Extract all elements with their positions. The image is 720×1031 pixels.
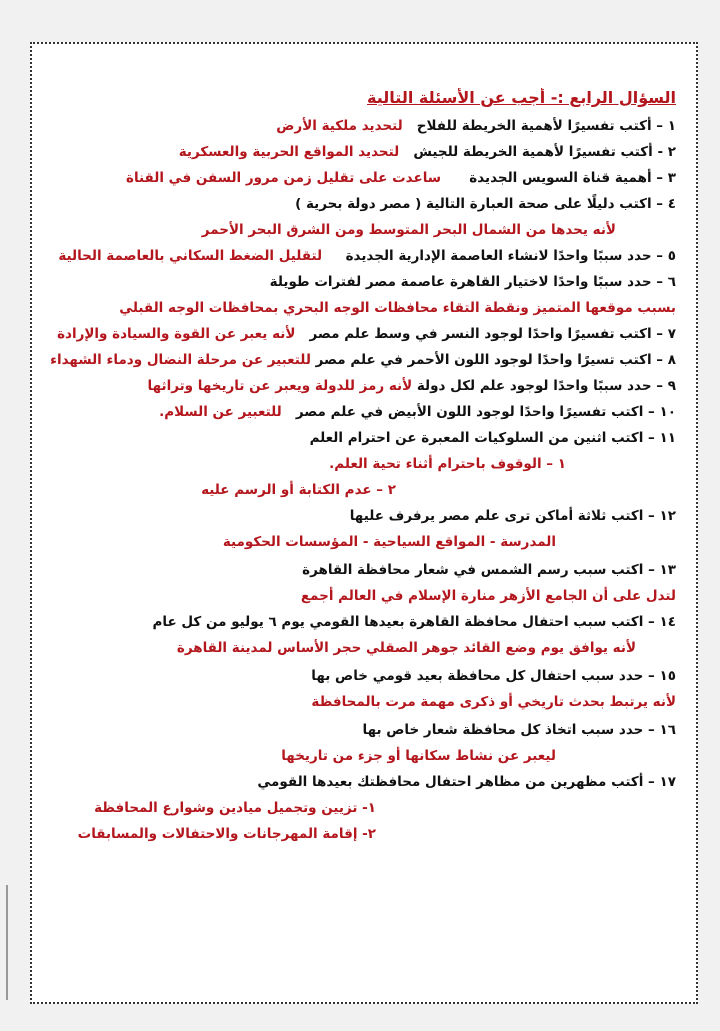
question-text: ٣ – أهمية قناة السويس الجديدة (469, 170, 676, 186)
question-text: ١٤ – اكتب سبب احتفال محافظة القاهرة بعيدها القومي يوم ٦ يوليو من كل عام (152, 614, 676, 630)
list-item (48, 350, 676, 370)
list-item (48, 220, 676, 240)
question-text: ٤ – اكتب دليلًا على صحة العبارة التالية ( مصر دولة بحرية ) (295, 196, 676, 212)
question-text: ٧ – اكتب تفسيرًا واحدًا لوجود النسر في وسط علم مصر (309, 326, 676, 342)
list-item (48, 638, 676, 658)
list-item (48, 246, 676, 266)
answer-text: لتحديد ملكية الأرض (276, 118, 403, 134)
answer-text: لأنه رمز للدولة ويعبر عن تاريخها وتراثها (147, 378, 413, 394)
question-title-row (48, 88, 676, 109)
list-item (48, 272, 676, 292)
answer-text: لأنه يعبر عن القوة والسيادة والإرادة (57, 326, 296, 342)
answer-text: لتحديد المواقع الحربية والعسكرية (178, 144, 400, 160)
question-text: ١١ – اكتب اثنين من السلوكيات المعبرة عن احترام العلم (309, 430, 676, 446)
list-item (48, 746, 676, 766)
list-item (48, 772, 676, 792)
list-item (48, 798, 676, 818)
answer-text: لتدل على أن الجامع الأزهر منارة الإسلام في العالم أجمع (300, 588, 676, 604)
answer-text: للتعبير عن مرحلة النضال ودماء الشهداء (50, 352, 311, 368)
question-text: ١٣ – اكتب سبب رسم الشمس في شعار محافظة القاهرة (302, 562, 676, 578)
answer-text: لأنه يرتبط بحدث تاريخي أو ذكرى مهمة مرت بالمحافظة (311, 694, 676, 710)
answer-text: ١- تزيين وتجميل ميادين وشوارع المحافظة (94, 800, 376, 816)
page-edge-divider (6, 885, 8, 1000)
list-item (48, 116, 676, 136)
list-item (48, 692, 676, 712)
list-item (48, 532, 676, 552)
answer-text: المدرسة - المواقع السياحية - المؤسسات الحكومية (222, 534, 556, 550)
list-item (48, 298, 676, 318)
list-item (48, 824, 676, 844)
question-text: ٦ – حدد سببًا واحدًا لاختيار القاهرة عاصمة مصر لفترات طويلة (269, 274, 676, 290)
question-text: ١٥ – حدد سبب احتفال كل محافظة بعيد قومي خاص بها (311, 668, 676, 684)
list-item (48, 480, 676, 500)
answer-text: لأنه يوافق يوم وضع القائد جوهر الصقلي حجر الأساس لمدينة القاهرة (176, 640, 636, 656)
question-text: ١ – أكتب تفسيرًا لأهمية الخريطة للفلاح (416, 118, 676, 134)
list-item (48, 666, 676, 686)
question-text: ٢ - أكتب تفسيرًا لأهمية الخريطة للجيش (413, 144, 676, 160)
question-text: ١٦ – حدد سبب اتخاذ كل محافظة شعار خاص بها (362, 722, 676, 738)
answer-text: ٢- إقامة المهرجانات والاحتفالات والمسابقات (77, 826, 376, 842)
list-item (48, 324, 676, 344)
list-item (48, 454, 676, 474)
list-item (48, 428, 676, 448)
list-item (48, 142, 676, 162)
question-title: السؤال الرابع :- أجب عن الأسئلة التالية (367, 88, 676, 107)
answer-text: ليعبر عن نشاط سكانها أو جزء من تاريخها (281, 748, 556, 764)
question-text: ١٧ – أكتب مظهرين من مظاهر احتفال محافظتك بعيدها القومي (257, 774, 676, 790)
answer-text: بسبب موقعها المتميز ونقطة التقاء محافظات الوجه البحري بمحافظات الوجه القبلي (119, 300, 676, 316)
question-text: ١٠ – اكتب تفسيرًا واحدًا لوجود اللون الأبيض في علم مصر (295, 404, 676, 420)
list-item (48, 586, 676, 606)
question-text: ٥ – حدد سببًا واحدًا لانشاء العاصمة الإدارية الجديدة (345, 248, 676, 264)
list-item (48, 720, 676, 740)
answer-text: ١ – الوقوف باحترام أثناء تحية العلم. (329, 456, 566, 472)
list-item (48, 194, 676, 214)
answer-text: لأنه يحدها من الشمال البحر المتوسط ومن الشرق البحر الأحمر (201, 222, 616, 238)
answer-text: لتقليل الضغط السكاني بالعاصمة الحالية (58, 248, 323, 264)
list-item (48, 506, 676, 526)
answer-text: ٢ – عدم الكتابة أو الرسم عليه (201, 482, 396, 498)
list-item (48, 402, 676, 422)
question-text: ٨ – اكتب تسيرًا واحدًا لوجود اللون الأحمر في علم مصر (315, 352, 676, 368)
list-item (48, 612, 676, 632)
list-item (48, 560, 676, 580)
question-text: ١٢ – اكتب ثلاثة أماكن ترى علم مصر يرفرف عليها (349, 508, 676, 524)
answer-text: للتعبير عن السلام. (159, 404, 282, 420)
list-item (48, 168, 676, 188)
question-text: ٩ – حدد سببًا واحدًا لوجود علم لكل دولة (416, 378, 676, 394)
list-item (48, 376, 676, 396)
answer-text: ساعدت على تقليل زمن مرور السفن في القناة (126, 170, 442, 186)
worksheet-page (30, 42, 698, 1004)
